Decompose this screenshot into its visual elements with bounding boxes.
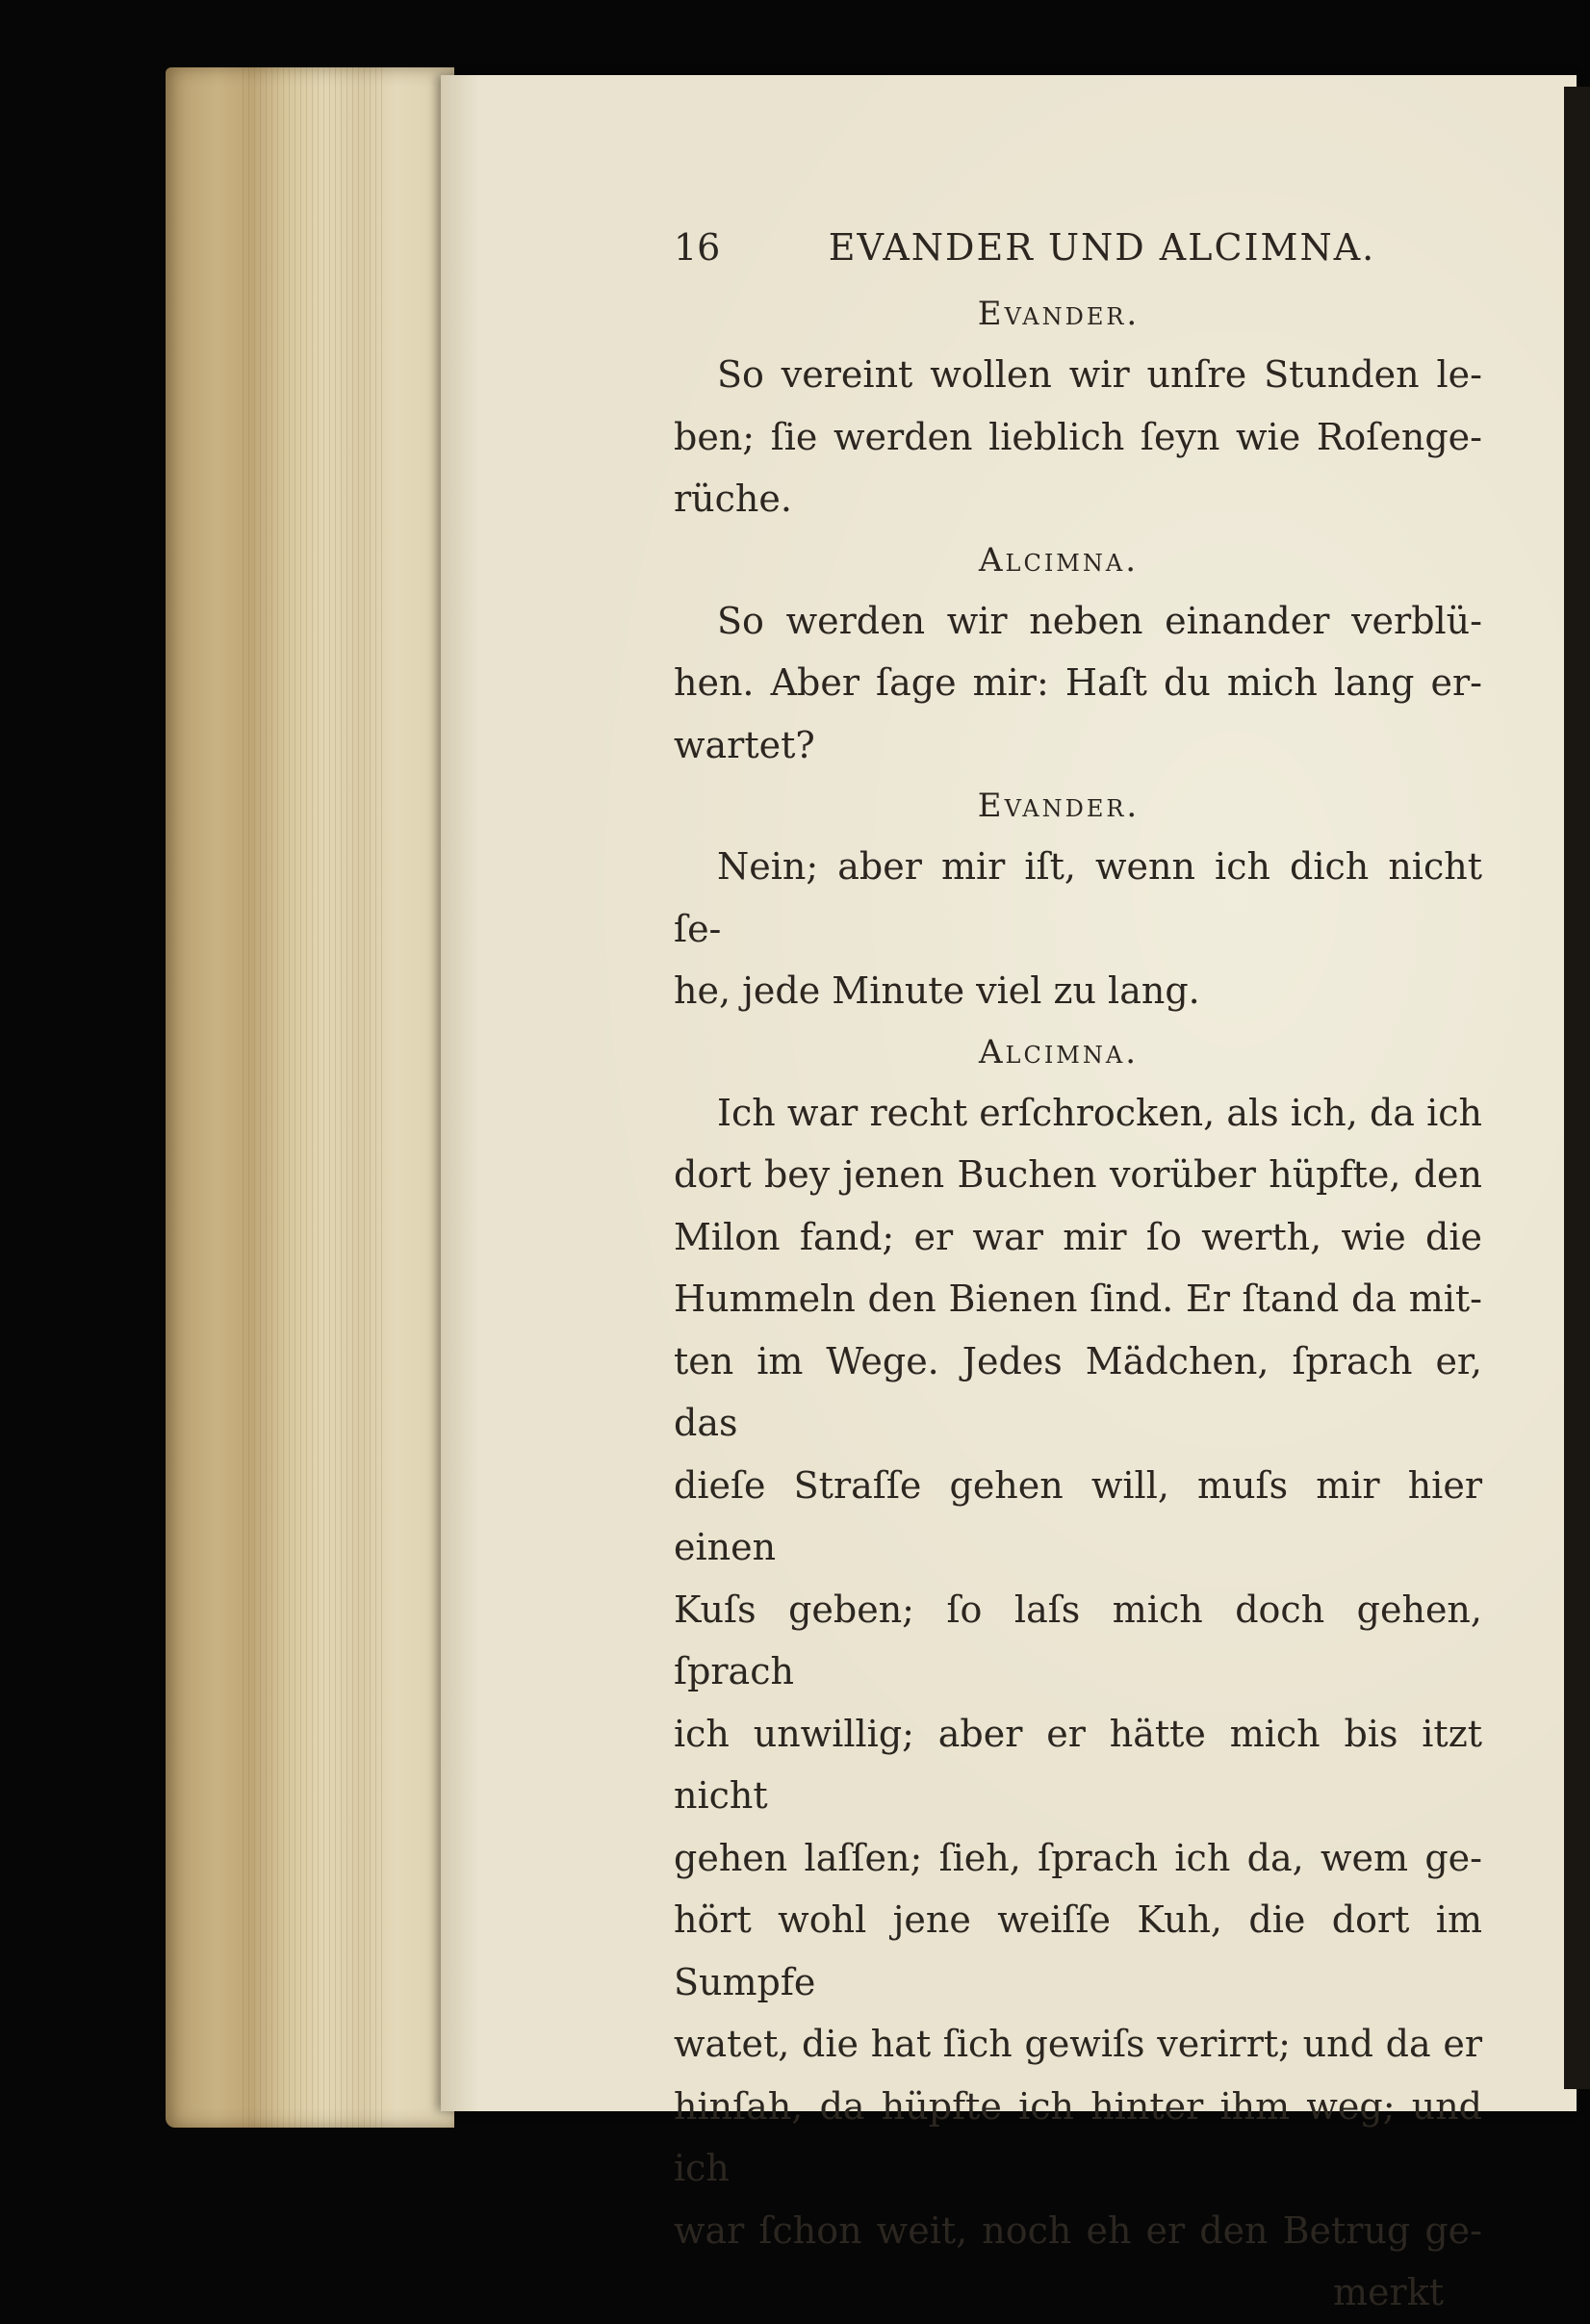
page-header	[674, 217, 1482, 284]
text-line: watet, die hat ſich gewiſs verirrt; und da er	[674, 2023, 1482, 2065]
dialogue-paragraph	[674, 836, 1482, 1022]
page-number: 16	[674, 226, 721, 269]
text-line: ben; ſie werden lieblich ſeyn wie Roſenge-	[674, 415, 1482, 458]
text-line: Kuſs geben; ſo laſs mich doch gehen, ſprach	[674, 1588, 1482, 1692]
text-line: ten im Wege. Jedes Mädchen, ſprach er, das	[674, 1339, 1482, 1444]
text-line: dieſe Straſſe gehen will, muſs mir hier einen	[674, 1463, 1482, 1568]
text-line: rüche.	[674, 478, 792, 520]
text-line: ich unwillig; aber er hätte mich bis itzt nicht	[674, 1712, 1482, 1817]
text-line: Nein; aber mir iſt, wenn ich dich nicht ſe-	[674, 845, 1482, 950]
page-gutter-shadow	[1564, 87, 1590, 2089]
book-page-edges	[166, 67, 454, 2128]
running-title: EVANDER UND ALCIMNA.	[828, 226, 1376, 269]
dialogue-paragraph	[674, 1082, 1482, 2262]
speaker-heading: Evander.	[977, 295, 1141, 333]
text-line: Hummeln den Bienen ſind. Er ſtand da mit-	[674, 1278, 1482, 1320]
text-line: hinſah, da hüpfte ich hinter ihm weg; und ich	[674, 2084, 1482, 2189]
text-line: he, jede Minute viel zu lang.	[674, 969, 1200, 1012]
text-line: hen. Aber ſage mir: Haſt du mich lang er-	[674, 661, 1482, 704]
text-line: So vereint wollen wir unſre Stunden le-	[717, 353, 1482, 396]
text-line: Ich war recht erſchrocken, als ich, da ich	[717, 1091, 1482, 1134]
catchword: merkt	[1333, 2271, 1444, 2313]
text-line: hört wohl jene weiſſe Kuh, die dort im Sumpfe	[674, 1898, 1482, 2003]
text-line: war ſchon weit, noch eh er den Betrug ge-	[674, 2208, 1482, 2252]
page-text	[674, 217, 1482, 2324]
text-line: Milon fand; er war mir ſo werth, wie die	[674, 1215, 1482, 1258]
text-line: wartet?	[674, 723, 815, 766]
speaker-heading: Alcimna.	[978, 1032, 1140, 1072]
text-line: dort bey jenen Buchen vorüber hüpfte, den	[674, 1153, 1482, 1196]
speaker-heading: Alcimna.	[978, 540, 1140, 580]
dialogue-paragraph	[674, 590, 1482, 777]
dialogue-paragraph	[674, 344, 1482, 530]
text-line: gehen laſſen; ſieh, ſprach ich da, wem ge-	[674, 1836, 1482, 1879]
text-line: So werden wir neben einander verblü-	[717, 599, 1482, 642]
speaker-heading: Evander.	[977, 787, 1141, 825]
